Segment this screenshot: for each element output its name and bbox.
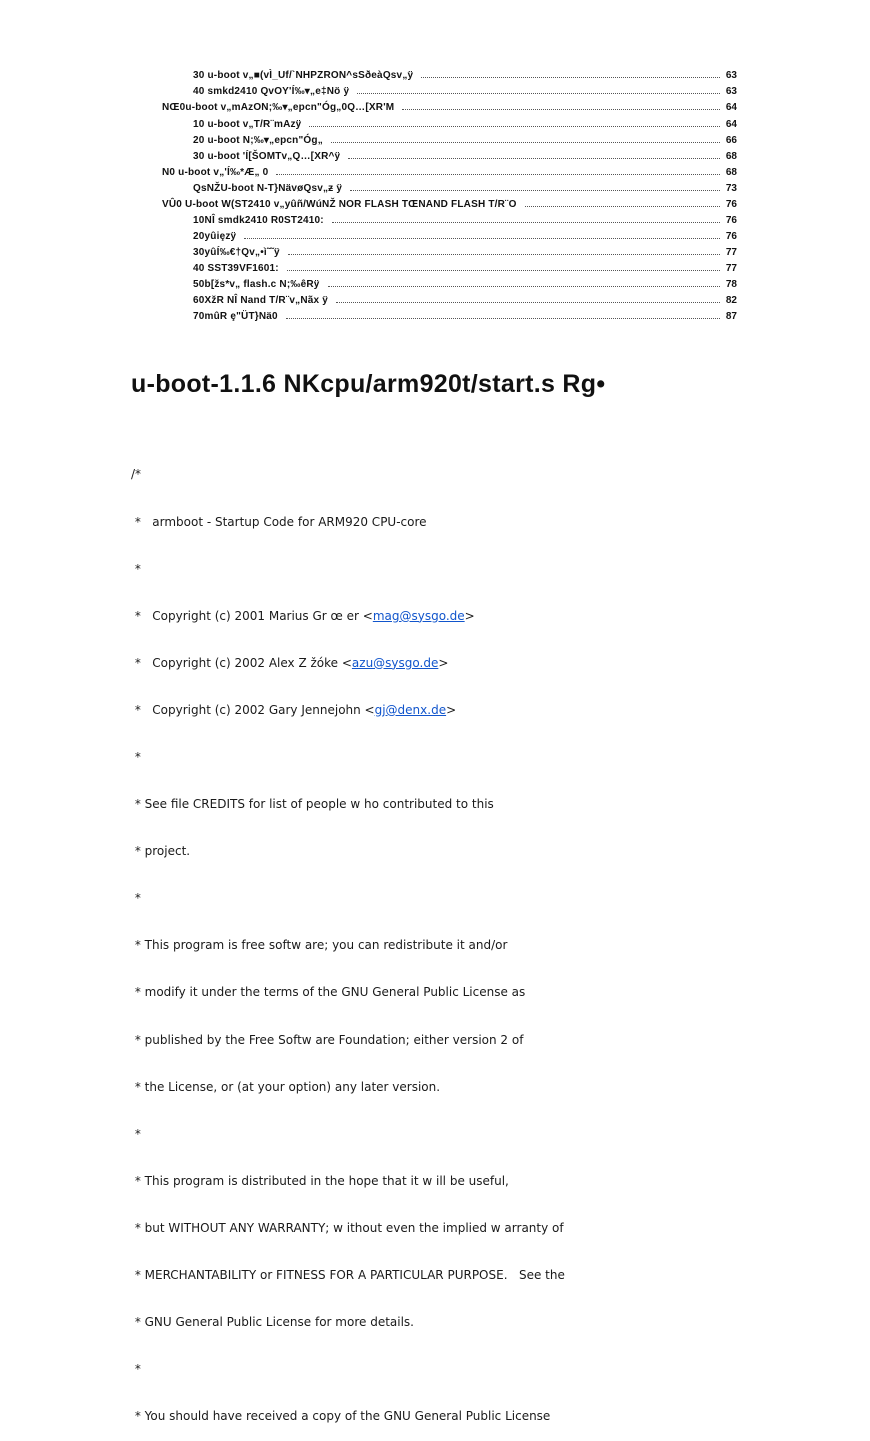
- toc-entry[interactable]: [193, 183, 737, 199]
- code-line: * See file CREDITS for list of people w ho contributed to this: [131, 797, 494, 812]
- toc-entry-page: 68: [725, 151, 737, 162]
- toc-entry-page: 76: [725, 199, 737, 210]
- toc-leader-dots: [350, 190, 720, 191]
- toc-entry-label: N0 u-boot v„'Í‰*Æ„ 0: [162, 167, 269, 178]
- code-line: *: [131, 1362, 141, 1377]
- toc-entry-page: 77: [725, 263, 737, 274]
- toc-entry-label: 40 SST39VF1601:: [193, 263, 279, 274]
- toc-entry-label: 50b[žs*v„ flash.c N;‰êRÿ: [193, 279, 320, 290]
- toc-entry-page: 78: [725, 279, 737, 290]
- toc-entry-page: 63: [725, 86, 737, 97]
- code-line: * MERCHANTABILITY or FITNESS FOR A PARTICULAR PURPOSE. See the: [131, 1268, 565, 1282]
- toc-entry-page: 63: [725, 70, 737, 81]
- code-block: [131, 436, 565, 1441]
- toc-leader-dots: [357, 93, 720, 94]
- toc-entry[interactable]: [193, 247, 737, 263]
- code-line: * but WITHOUT ANY WARRANTY; w ithout even the implied w arranty of: [131, 1220, 564, 1235]
- toc-leader-dots: [288, 254, 720, 255]
- code-line: *: [131, 561, 141, 576]
- toc-leader-dots: [336, 302, 720, 303]
- toc-entry-label: VÛ0 U-boot W(ST2410 v„yûñ/WúNŽ NOR FLASH TŒNAND FLASH T/R¨O: [162, 199, 517, 210]
- toc-entry-page: 77: [725, 247, 737, 258]
- code-line: * GNU General Public License for more details.: [131, 1315, 414, 1330]
- code-text: >: [464, 608, 475, 623]
- toc-entry[interactable]: [162, 167, 737, 183]
- toc-leader-dots: [287, 270, 720, 271]
- code-line: * You should have received a copy of the GNU General Public License: [131, 1409, 551, 1424]
- toc-entry[interactable]: [193, 151, 737, 167]
- toc-entry[interactable]: [193, 231, 737, 247]
- toc-entry-page: 82: [725, 295, 737, 306]
- code-line: [131, 609, 565, 625]
- toc-leader-dots: [286, 318, 720, 319]
- toc-entry-page: 76: [725, 231, 737, 242]
- toc-leader-dots: [332, 222, 720, 223]
- code-line: * published by the Free Softw are Foundation; either version 2 of: [131, 1032, 524, 1047]
- code-line: * This program is distributed in the hope that it w ill be useful,: [131, 1173, 509, 1188]
- toc-entry-label: NŒ0u-boot v„mAzON;‰▾„epcn"Óg„0Q…[XR'M: [162, 102, 395, 113]
- toc-entry-page: 73: [725, 183, 737, 194]
- toc-entry-label: 30 u-boot 'Í[ŠOMTv„Q…[XR^ÿ: [193, 151, 341, 162]
- code-line: /*: [131, 467, 142, 482]
- toc-entry-page: 64: [725, 119, 737, 130]
- toc-leader-dots: [276, 174, 720, 175]
- code-line: *: [131, 891, 141, 906]
- toc-entry[interactable]: [193, 263, 737, 279]
- toc-entry-label: 70mûR ȩ"ÜT}Nä0: [193, 311, 278, 322]
- toc-leader-dots: [525, 206, 720, 207]
- toc-entry[interactable]: [162, 102, 737, 118]
- code-text: * Copyright (c) 2001 Marius Gr œ er <: [131, 608, 373, 623]
- toc-entry-page: 76: [725, 215, 737, 226]
- code-line: *: [131, 749, 141, 764]
- code-line: [131, 703, 565, 719]
- toc-entry[interactable]: [193, 311, 737, 327]
- toc-entry[interactable]: [162, 199, 737, 215]
- code-text: >: [438, 655, 449, 670]
- toc-entry-page: 87: [725, 311, 737, 322]
- toc-entry[interactable]: [193, 119, 737, 135]
- toc-leader-dots: [421, 77, 720, 78]
- toc-entry[interactable]: [193, 215, 737, 231]
- toc-entry-label: 10NÎ smdk2410 R0ST2410:: [193, 215, 324, 226]
- code-text: * Copyright (c) 2002 Alex Z žóke <: [131, 655, 352, 670]
- email-link-mag[interactable]: mag@sysgo.de: [372, 608, 465, 623]
- toc-entry-page: 64: [725, 102, 737, 113]
- code-line: [131, 656, 565, 672]
- toc-entry-page: 68: [725, 167, 737, 178]
- toc-entry-label: 60XžR NÎ Nand T/R¨v„Nãx ÿ: [193, 295, 329, 306]
- toc-leader-dots: [328, 286, 720, 287]
- code-line: * modify it under the terms of the GNU General Public License as: [131, 985, 526, 1000]
- toc-entry-label: QsNŽU-boot N-T}NävøQsv„ƶ ÿ: [193, 183, 343, 194]
- toc-leader-dots: [331, 142, 720, 143]
- toc-leader-dots: [348, 158, 720, 159]
- email-link-azu[interactable]: azu@sysgo.de: [351, 655, 439, 670]
- code-line: * project.: [131, 844, 191, 859]
- code-text: * Copyright (c) 2002 Gary Jennejohn <: [131, 702, 375, 717]
- code-text: >: [446, 702, 457, 717]
- toc-entry-label: 30yûÍ‰€†Qv„•ì˜˜ÿ: [193, 247, 280, 258]
- toc-entry[interactable]: [193, 295, 737, 311]
- toc-entry[interactable]: [193, 135, 737, 151]
- code-line: * This program is free softw are; you can redistribute it and/or: [131, 938, 508, 953]
- code-line: * armboot - Startup Code for ARM920 CPU-core: [131, 514, 427, 529]
- toc-entry[interactable]: [193, 86, 737, 102]
- toc-entry-label: 20 u-boot N;‰▾„epcn"Óg„: [193, 135, 323, 146]
- toc-entry[interactable]: [193, 70, 737, 86]
- code-line: * the License, or (at your option) any later version.: [131, 1079, 441, 1094]
- toc-entry-label: 20yûiȩzÿ: [193, 231, 237, 242]
- toc-leader-dots: [244, 238, 720, 239]
- toc-entry-label: 40 smkd2410 QvOY'Í‰▾„e‡Nö ÿ: [193, 86, 350, 97]
- toc-entry-page: 66: [725, 135, 737, 146]
- toc-leader-dots: [309, 126, 720, 127]
- section-heading: u-boot-1.1.6 NKcpu/arm920t/start.s Rg•: [131, 370, 606, 398]
- email-link-gj[interactable]: gj@denx.de: [374, 702, 447, 717]
- toc-entry[interactable]: [193, 279, 737, 295]
- code-line: *: [131, 1126, 141, 1141]
- toc-entry-label: 10 u-boot v„T/R¨mAzÿ: [193, 119, 302, 130]
- toc-leader-dots: [402, 109, 720, 110]
- toc-entry-label: 30 u-boot v„■(vÌ_Uf/`NHPZRON^sSðeàQsv„ÿ: [193, 70, 414, 81]
